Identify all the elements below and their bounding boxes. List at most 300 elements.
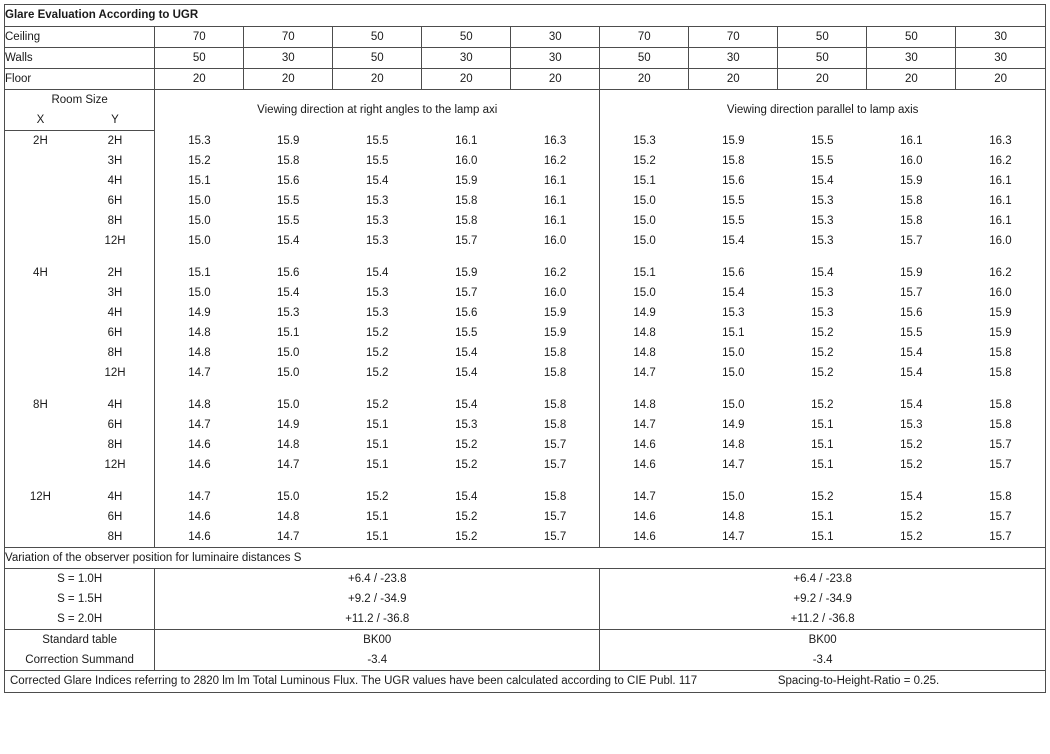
walls-value: 50	[600, 48, 689, 69]
ugr-value-perp: 14.8	[155, 395, 244, 415]
room-size-y: 12H	[104, 235, 126, 247]
ugr-glare-evaluation-page	[0, 4, 1050, 754]
reflectance-row-walls	[5, 48, 1045, 69]
ugr-value-par: 14.8	[722, 439, 745, 451]
ugr-value-par: 15.1	[811, 439, 834, 451]
ugr-value-par: 15.5	[900, 327, 923, 339]
ugr-value-perp: 15.4	[455, 347, 478, 359]
ugr-value-perp: 15.2	[455, 459, 478, 471]
room-size-x	[5, 507, 76, 527]
room-size-x	[5, 527, 76, 548]
ugr-value-par: 15.7	[989, 511, 1012, 523]
ugr-value-perp: 15.2	[422, 527, 511, 548]
ugr-value-perp: 15.8	[277, 155, 300, 167]
variation-label: S = 1.5H	[57, 593, 103, 605]
variation-value-perp: +6.4 / -23.8	[155, 569, 600, 590]
ugr-value-par: 15.0	[600, 211, 689, 231]
ugr-value-par: 14.9	[722, 419, 745, 431]
variation-row	[5, 609, 1045, 630]
room-size-x	[5, 363, 76, 383]
ugr-value-perp: 15.3	[366, 215, 389, 227]
ugr-value-par: 15.9	[989, 307, 1012, 319]
ugr-value-par: 15.4	[722, 235, 745, 247]
variation-value-perp: +9.2 / -34.9	[155, 589, 600, 609]
ugr-value-par: 16.0	[989, 235, 1012, 247]
ugr-value-perp: 15.1	[155, 263, 244, 283]
ugr-value-par: 14.6	[600, 455, 689, 475]
ugr-value-par: 15.3	[900, 419, 923, 431]
ugr-value-par: 14.8	[722, 511, 745, 523]
floor-value: 20	[778, 69, 867, 90]
room-size-y: 12H	[104, 459, 126, 471]
room-size-x	[5, 231, 76, 251]
room-size-y: 8H	[107, 215, 123, 227]
correction-perp: -3.4	[155, 650, 600, 671]
room-size-y: 4H	[107, 307, 123, 319]
ugr-value-par: 15.1	[722, 327, 745, 339]
ugr-value-perp: 14.6	[155, 507, 244, 527]
ugr-value-par: 14.6	[600, 507, 689, 527]
ugr-value-perp: 14.7	[155, 487, 244, 507]
ugr-value-perp: 15.1	[155, 171, 244, 191]
group-spacer	[5, 475, 1045, 487]
ugr-value-par: 15.4	[900, 367, 923, 379]
ugr-value-par: 16.1	[989, 195, 1012, 207]
floor-value: 20	[333, 69, 422, 90]
group-spacer	[5, 383, 1045, 395]
room-size-x	[5, 343, 76, 363]
ugr-value-par: 15.3	[811, 235, 834, 247]
ugr-value-perp: 15.8	[455, 195, 478, 207]
ugr-value-par: 14.6	[600, 527, 689, 548]
ugr-value-perp: 15.9	[455, 175, 478, 187]
ugr-value-perp: 15.7	[543, 459, 567, 471]
variation-header: Variation of the observer position for luminaire distances S	[5, 548, 1045, 569]
ugr-value-par: 15.4	[900, 399, 923, 411]
ugr-value-par: 15.3	[600, 131, 689, 152]
ugr-value-par: 15.8	[722, 155, 745, 167]
room-size-y: 6H	[107, 327, 123, 339]
variation-value-par: +9.2 / -34.9	[600, 589, 1045, 609]
ugr-value-par: 15.7	[900, 287, 923, 299]
ugr-value-perp: 15.0	[277, 347, 300, 359]
ugr-value-par: 16.1	[900, 134, 923, 147]
room-size-y-label: Y	[76, 110, 155, 131]
ugr-value-perp: 15.5	[455, 327, 478, 339]
ugr-value-perp: 14.7	[155, 363, 244, 383]
ugr-value-perp: 15.9	[543, 327, 567, 339]
room-size-x	[5, 323, 76, 343]
data-row	[5, 487, 1045, 507]
room-size-y: 2H	[107, 267, 123, 279]
ugr-value-perp: 15.4	[277, 235, 300, 247]
ugr-value-perp: 16.2	[543, 155, 567, 167]
ugr-value-par: 15.6	[900, 307, 923, 319]
reflectance-row-ceiling	[5, 27, 1045, 48]
ugr-value-par: 15.8	[989, 347, 1012, 359]
ugr-value-par: 14.8	[600, 323, 689, 343]
ugr-value-perp: 14.7	[244, 527, 333, 548]
reflectance-row-floor	[5, 69, 1045, 90]
room-size-x: 4H	[33, 267, 48, 279]
ugr-value-par: 16.0	[989, 287, 1012, 299]
ugr-value-par: 15.0	[722, 399, 745, 411]
ugr-value-perp: 15.0	[277, 491, 300, 503]
room-size-y: 8H	[107, 439, 123, 451]
ugr-value-perp: 15.3	[455, 419, 478, 431]
ceiling-value: 50	[333, 27, 422, 48]
ugr-value-par: 14.7	[722, 459, 745, 471]
ugr-value-perp: 15.2	[366, 491, 389, 503]
ugr-value-perp: 15.5	[277, 195, 300, 207]
ugr-value-perp: 15.8	[455, 215, 478, 227]
data-row	[5, 527, 1045, 548]
ugr-value-perp: 15.0	[277, 399, 300, 411]
ugr-value-par: 15.1	[600, 171, 689, 191]
correction-par: -3.4	[600, 650, 1045, 671]
viewing-direction-perpendicular: Viewing direction at right angles to the lamp axi	[155, 90, 600, 131]
variation-row	[5, 589, 1045, 609]
room-size-y: 6H	[107, 195, 123, 207]
walls-value: 30	[689, 48, 778, 69]
ceiling-value: 50	[422, 27, 511, 48]
ugr-value-perp: 15.2	[366, 367, 389, 379]
variation-label: S = 1.0H	[57, 573, 103, 585]
ugr-value-par: 15.9	[989, 327, 1012, 339]
ugr-value-perp: 16.0	[543, 235, 567, 247]
ugr-value-par: 15.0	[722, 347, 745, 359]
variation-header-row	[5, 548, 1045, 569]
correction-summand-row	[5, 650, 1045, 671]
ugr-value-perp: 15.7	[543, 439, 567, 451]
walls-value: 30	[511, 48, 600, 69]
walls-value: 30	[867, 48, 956, 69]
ugr-value-perp: 15.5	[366, 155, 389, 167]
ugr-value-perp: 15.0	[155, 283, 244, 303]
data-row	[5, 231, 1045, 251]
data-row	[5, 131, 1045, 152]
ugr-value-perp: 15.3	[366, 307, 389, 319]
walls-value: 50	[778, 48, 867, 69]
data-row	[5, 303, 1045, 323]
ugr-value-perp: 15.4	[455, 491, 478, 503]
ugr-value-perp: 15.1	[366, 459, 389, 471]
ugr-value-par: 16.2	[989, 155, 1012, 167]
ugr-value-perp: 15.8	[543, 491, 567, 503]
room-size-x	[5, 191, 76, 211]
room-size-x: 8H	[33, 399, 48, 411]
data-row	[5, 323, 1045, 343]
footer-spacing-ratio: Spacing-to-Height-Ratio = 0.25.	[777, 675, 940, 687]
room-size-x: 12H	[29, 491, 51, 503]
standard-table-par: BK00	[600, 630, 1045, 651]
ugr-value-perp: 16.1	[455, 134, 478, 147]
ugr-value-par: 14.7	[689, 527, 778, 548]
ugr-value-perp: 14.7	[277, 459, 300, 471]
ugr-value-perp: 14.8	[277, 511, 300, 523]
walls-value: 50	[155, 48, 244, 69]
data-row	[5, 395, 1045, 415]
ugr-value-par: 15.5	[811, 134, 834, 147]
room-size-x	[5, 211, 76, 231]
ugr-value-par: 14.8	[600, 343, 689, 363]
floor-value: 20	[867, 69, 956, 90]
ugr-value-perp: 15.6	[455, 307, 478, 319]
ugr-value-par: 15.9	[722, 134, 745, 147]
data-row	[5, 211, 1045, 231]
floor-value: 20	[689, 69, 778, 90]
row-label-floor: Floor	[5, 69, 155, 90]
room-size-y: 6H	[107, 419, 123, 431]
ugr-value-par: 15.8	[989, 399, 1012, 411]
room-size-y: 4H	[107, 399, 123, 411]
ugr-value-par: 15.6	[722, 267, 745, 279]
ugr-value-par: 15.5	[722, 215, 745, 227]
ugr-value-perp: 15.2	[366, 347, 389, 359]
ugr-value-perp: 14.8	[277, 439, 300, 451]
ugr-value-par: 15.5	[722, 195, 745, 207]
floor-value: 20	[511, 69, 600, 90]
ugr-value-par: 15.2	[867, 527, 956, 548]
ugr-value-perp: 15.3	[155, 131, 244, 152]
ugr-value-par: 15.8	[900, 215, 923, 227]
room-size-y: 8H	[76, 527, 155, 548]
ugr-value-perp: 15.7	[543, 511, 567, 523]
ugr-value-par: 15.1	[811, 459, 834, 471]
ugr-value-par: 15.0	[722, 367, 745, 379]
standard-table-label: Standard table	[42, 634, 117, 646]
ugr-value-perp: 15.0	[155, 231, 244, 251]
ugr-value-perp: 15.2	[455, 439, 478, 451]
ugr-value-perp: 15.4	[277, 287, 300, 299]
ugr-value-par: 14.7	[600, 363, 689, 383]
ugr-value-par: 16.0	[900, 155, 923, 167]
viewing-direction-header-row	[5, 90, 1045, 111]
ugr-value-perp: 16.1	[543, 195, 567, 207]
ugr-value-par: 15.2	[811, 399, 834, 411]
ugr-value-perp: 16.1	[543, 175, 567, 187]
ugr-value-par: 15.1	[778, 527, 867, 548]
footer-row	[5, 671, 1045, 693]
ugr-value-perp: 14.8	[155, 323, 244, 343]
ugr-value-par: 15.3	[811, 287, 834, 299]
data-row	[5, 343, 1045, 363]
room-size-x	[5, 435, 76, 455]
ugr-value-par: 14.6	[600, 435, 689, 455]
row-label-ceiling: Ceiling	[5, 27, 155, 48]
ugr-value-par: 15.3	[811, 307, 834, 319]
ugr-value-perp: 15.3	[366, 195, 389, 207]
ugr-value-par: 15.2	[811, 491, 834, 503]
ceiling-value: 70	[689, 27, 778, 48]
ugr-value-par: 15.2	[600, 151, 689, 171]
room-size-y: 3H	[107, 287, 123, 299]
ugr-value-perp: 15.8	[543, 367, 567, 379]
ceiling-value: 70	[600, 27, 689, 48]
page-title: Glare Evaluation According to UGR	[5, 5, 1045, 27]
ugr-value-perp: 16.1	[543, 215, 567, 227]
ugr-value-perp: 16.0	[543, 287, 567, 299]
ugr-value-perp: 15.4	[455, 367, 478, 379]
ugr-value-par: 15.4	[811, 267, 834, 279]
ugr-value-perp: 15.8	[543, 347, 567, 359]
variation-row	[5, 569, 1045, 590]
ugr-value-par: 16.2	[989, 267, 1012, 279]
ugr-value-perp: 14.6	[155, 435, 244, 455]
ugr-value-perp: 15.3	[366, 287, 389, 299]
ugr-value-par: 15.4	[722, 287, 745, 299]
ugr-value-perp: 15.7	[455, 235, 478, 247]
ceiling-value: 50	[778, 27, 867, 48]
ugr-value-par: 15.2	[811, 367, 834, 379]
standard-table-perp: BK00	[155, 630, 600, 651]
ugr-value-perp: 15.7	[511, 527, 600, 548]
ugr-value-par: 15.2	[900, 511, 923, 523]
title-row	[5, 5, 1045, 27]
ugr-value-par: 15.7	[956, 527, 1045, 548]
ugr-value-par: 15.1	[811, 511, 834, 523]
ceiling-value: 70	[244, 27, 333, 48]
ugr-value-par: 15.4	[900, 347, 923, 359]
ugr-value-par: 15.7	[989, 439, 1012, 451]
ugr-value-perp: 16.3	[543, 134, 567, 147]
ugr-value-par: 15.1	[600, 263, 689, 283]
ugr-value-perp: 15.3	[277, 307, 300, 319]
ugr-value-perp: 15.1	[277, 327, 300, 339]
ugr-value-par: 15.8	[900, 195, 923, 207]
ugr-value-par: 16.1	[989, 215, 1012, 227]
ugr-value-par: 15.9	[900, 267, 923, 279]
ugr-value-par: 15.3	[722, 307, 745, 319]
ugr-value-perp: 15.6	[277, 175, 300, 187]
ugr-value-perp: 15.7	[455, 287, 478, 299]
data-row	[5, 263, 1045, 283]
ugr-value-par: 15.2	[811, 347, 834, 359]
room-size-x-label: X	[5, 110, 76, 131]
floor-value: 20	[244, 69, 333, 90]
row-label-walls: Walls	[5, 48, 155, 69]
floor-value: 20	[422, 69, 511, 90]
room-size-y: 3H	[107, 155, 123, 167]
ugr-value-par: 15.9	[900, 175, 923, 187]
ugr-value-par: 15.2	[811, 327, 834, 339]
room-size-y: 2H	[107, 135, 123, 147]
ugr-value-par: 15.8	[989, 367, 1012, 379]
ugr-value-par: 15.6	[722, 175, 745, 187]
ugr-value-par: 15.4	[811, 175, 834, 187]
ugr-value-par: 15.8	[989, 419, 1012, 431]
ugr-value-perp: 14.8	[155, 343, 244, 363]
ugr-value-perp: 15.2	[366, 327, 389, 339]
standard-table-row	[5, 630, 1045, 651]
ugr-value-par: 14.8	[600, 395, 689, 415]
ugr-value-perp: 14.6	[155, 455, 244, 475]
room-size-x	[5, 303, 76, 323]
ugr-value-perp: 15.5	[277, 215, 300, 227]
ugr-table	[5, 5, 1045, 692]
room-size-y: 4H	[107, 491, 123, 503]
ugr-value-perp: 15.8	[543, 399, 567, 411]
data-row	[5, 455, 1045, 475]
ceiling-value: 30	[511, 27, 600, 48]
ugr-value-perp: 15.8	[543, 419, 567, 431]
room-size-y: 8H	[107, 347, 123, 359]
correction-label: Correction Summand	[5, 650, 155, 671]
group-spacer	[5, 251, 1045, 263]
ugr-value-perp: 15.0	[155, 211, 244, 231]
ugr-value-perp: 15.1	[333, 527, 422, 548]
data-row	[5, 283, 1045, 303]
data-row	[5, 171, 1045, 191]
ugr-value-perp: 16.2	[543, 267, 567, 279]
ugr-value-par: 15.2	[900, 439, 923, 451]
ugr-value-perp: 15.1	[366, 419, 389, 431]
ugr-value-perp: 14.9	[155, 303, 244, 323]
ugr-value-perp: 14.9	[277, 419, 300, 431]
ugr-value-par: 15.0	[600, 231, 689, 251]
room-size-x	[5, 171, 76, 191]
walls-value: 50	[333, 48, 422, 69]
ugr-value-perp: 15.3	[366, 235, 389, 247]
ugr-value-par: 15.4	[900, 491, 923, 503]
room-size-x	[5, 455, 76, 475]
data-row	[5, 151, 1045, 171]
ugr-value-perp: 15.4	[455, 399, 478, 411]
ugr-value-par: 15.7	[989, 459, 1012, 471]
ugr-value-perp: 15.9	[455, 267, 478, 279]
ugr-value-perp: 15.2	[155, 151, 244, 171]
room-size-y: 4H	[107, 175, 123, 187]
ugr-value-par: 14.7	[600, 487, 689, 507]
ugr-value-perp: 15.1	[366, 439, 389, 451]
data-row	[5, 507, 1045, 527]
ugr-value-perp: 15.1	[366, 511, 389, 523]
variation-label: S = 2.0H	[5, 609, 155, 630]
ugr-value-perp: 15.6	[277, 267, 300, 279]
room-size-header: Room Size	[51, 94, 108, 106]
ugr-value-perp: 15.0	[155, 191, 244, 211]
room-size-y: 6H	[107, 511, 123, 523]
ugr-value-perp: 15.4	[366, 175, 389, 187]
ceiling-value: 50	[867, 27, 956, 48]
room-size-x	[5, 283, 76, 303]
ceiling-value: 30	[956, 27, 1045, 48]
viewing-direction-parallel: Viewing direction parallel to lamp axis	[600, 90, 1045, 131]
ugr-value-perp: 15.2	[366, 399, 389, 411]
data-row	[5, 435, 1045, 455]
footer-note: Corrected Glare Indices referring to 2820 lm lm Total Luminous Flux. The UGR values have been calculated according to CIE Publ. 117	[10, 675, 698, 687]
room-size-x	[5, 151, 76, 171]
ugr-value-par: 16.3	[989, 134, 1012, 147]
ceiling-value: 70	[155, 27, 244, 48]
ugr-value-perp: 15.0	[277, 367, 300, 379]
ugr-value-perp: 15.5	[366, 134, 389, 147]
walls-value: 30	[956, 48, 1045, 69]
ugr-value-perp: 15.9	[543, 307, 567, 319]
ugr-value-par: 15.0	[600, 283, 689, 303]
floor-value: 20	[600, 69, 689, 90]
ugr-value-par: 15.3	[811, 215, 834, 227]
walls-value: 30	[422, 48, 511, 69]
variation-value-par: +11.2 / -36.8	[600, 609, 1045, 630]
room-size-x	[5, 415, 76, 435]
ugr-value-perp: 14.7	[155, 415, 244, 435]
ugr-value-par: 14.7	[600, 415, 689, 435]
ugr-table-container	[4, 4, 1046, 693]
ugr-value-par: 14.9	[600, 303, 689, 323]
ugr-value-perp: 15.4	[366, 267, 389, 279]
ugr-value-par: 15.1	[811, 419, 834, 431]
